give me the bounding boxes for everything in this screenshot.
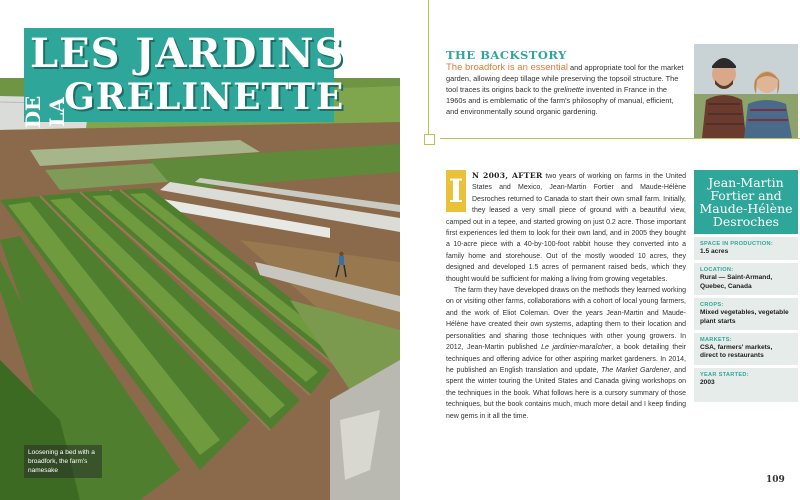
backstory-term: grelinette xyxy=(553,85,585,94)
farmers-portrait xyxy=(694,44,798,138)
sidebar-value: Rural — Saint-Armand, Quebec, Canada xyxy=(700,274,773,290)
article-body xyxy=(446,170,686,422)
sidebar-farmer-names: Jean-Martin Fortier and Maude-Hélène Desroches xyxy=(694,170,798,234)
backstory-rest: and appropriate tool for the market garden, allowing deep tillage while preserving the topsoil structure. The tool traces its origins back to the xyxy=(446,63,684,94)
sidebar-value: Mixed vegetables, vegetable plant starts xyxy=(700,309,789,325)
sidebar-label: MARKETS: xyxy=(700,337,732,344)
sidebar-item-location xyxy=(694,260,798,295)
sidebar-label: LOCATION: xyxy=(700,267,734,274)
sidebar-label: CROPS: xyxy=(700,302,724,309)
article-p2-c: , and spent the winter touring the United States and Canada giving workshops on the techniques in the book. What follows here is a cursory summary of those techniques, but the book contains much, much more detail and I keep finding new gems in it all the time. xyxy=(446,366,686,420)
backstory-text xyxy=(446,62,688,117)
sidebar-value: 1.5 acres xyxy=(700,248,729,255)
horizontal-rule xyxy=(440,138,800,139)
article-p2-a: The farm they have developed draws on the methods they learned working on or visiting other farms, collaborations with a cohort of local young farmers, and the work of Eliot Coleman. Over the years Jean-Martin and Maude-Hélène have created their own systems, adapting them to their location and personalities and sharing those techniques with other young growers. In 2012, Jean-Martin published xyxy=(446,287,686,352)
sidebar-value: 2003 xyxy=(700,378,715,386)
article-p2-b: , a book detailing their techniques and offering advice for other aspiring market gardeners. In 2014, he published an English translation and update, xyxy=(446,344,686,374)
title-de-la-text: DE LA xyxy=(21,95,69,129)
vertical-rule xyxy=(428,0,429,138)
portrait-illustration xyxy=(694,44,798,138)
title-de-la xyxy=(21,78,69,129)
sidebar-item-space xyxy=(694,234,798,260)
sidebar-label: SPACE IN PRODUCTION: xyxy=(700,241,774,247)
article-paragraph-2 xyxy=(446,285,686,422)
drop-cap: I xyxy=(446,170,466,212)
book-title-french: Le jardinier-maraîcher xyxy=(541,344,612,352)
sidebar-value: CSA, farmers' markets, direct to restaurants xyxy=(700,344,773,360)
backstory-lead: The broadfork is an essential xyxy=(446,62,568,73)
title-banner xyxy=(21,28,345,129)
backstory-rest-2: invented in France in the 1960s and is emblematic of the farm's philosophy of manual, efficient, and environmentally sound organic gardening. xyxy=(446,85,674,116)
backstory-heading: THE BACKSTORY xyxy=(446,48,567,62)
photo-caption: Loosening a bed with a broadfork, the farm's namesake xyxy=(24,445,102,478)
title-line-1: LES JARDINS xyxy=(30,30,345,77)
article-p1-text: two years of working on farms in the United States and Mexico, Jean-Martin Fortier and Maude-Hélène Desroches returned to Canada to start their own small farm. Initially, they leased a very small piece of ground with a beautiful view, camped out in a tepee, and started growing on just 0.2 acre. Those important first experiences led them to look for their own land, and in 2005 they bought a 10-acre piece with a 40-by-100-foot rabbit house they converted into a family home and storehouse. Out of the mostly wooded 10 acres, they designed and developed 1.5 acres of permanent raised beds, which they thought would be sufficient for making a living from growing vegetables. xyxy=(446,173,686,283)
article-paragraph-1 xyxy=(446,170,686,285)
sidebar-label: YEAR STARTED: xyxy=(700,371,749,378)
article-opener: N 2003, AFTER xyxy=(472,171,543,180)
sidebar-item-year xyxy=(694,365,798,391)
page-number: 109 xyxy=(766,475,785,485)
farm-facts-sidebar xyxy=(694,170,798,402)
sidebar-item-crops xyxy=(694,295,798,330)
book-title-english: The Market Gardener xyxy=(601,366,670,374)
title-line-2: GRELINETTE xyxy=(64,76,345,118)
sidebar-item-markets xyxy=(694,330,798,365)
rule-corner-marker xyxy=(424,134,435,145)
